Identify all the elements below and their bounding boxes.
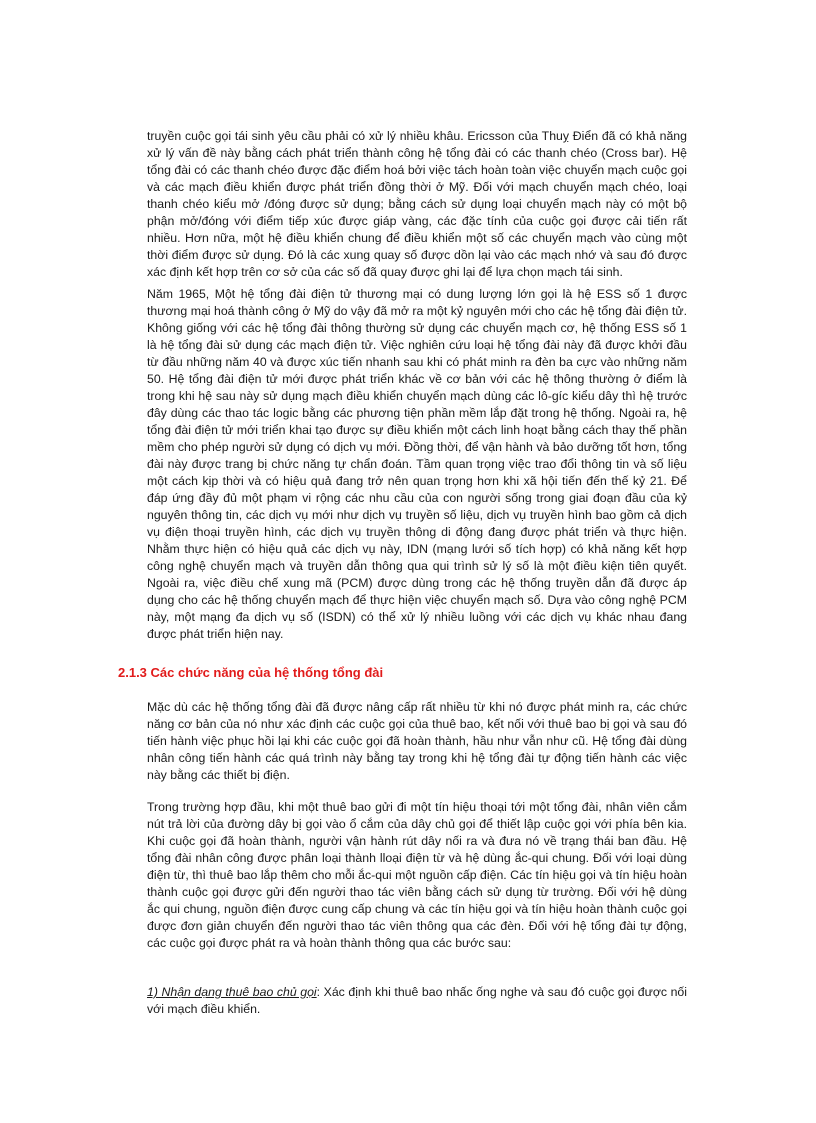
body-paragraph-3: Mặc dù các hệ thống tổng đài đã được nâng cấp rất nhiều từ khi nó được phát minh ra, các chức năng cơ bản của nó như xác định các cuộc gọi của thuê bao, kết nối với thuê bao bị gọi và sau đó tiến hành việc phục hồi lại khi các cuộc gọi đã hoàn thành, hầu như vẫn như cũ. Hệ tổng đài dùng nhân công tiến hành các quá trình này bằng tay trong khi hệ tổng đài tự động tiến hành các việc này bằng các thiết bị điện. (147, 700, 687, 782)
body-paragraph-4: Trong trường hợp đầu, khi một thuê bao gửi đi một tín hiệu thoại tới một tổng đài, nhân viên cắm nút trả lời của đường dây bị gọi vào ổ cắm của dây chủ gọi để thiết lập cuộc gọi với phía bên kia. Khi cuộc gọi đã hoàn thành, người vận hành rút dây nối ra và đưa nó về trạng thái ban đầu. Hệ tổng đài nhân công được phân loại thành lloại điện từ và hệ dùng ắc-qui chung. Đối với loại dùng điện từ, thì thuê bao lắp thêm cho mỗi ắc-qui một nguồn cấp điện. Các tín hiệu gọi và tín hiệu hoàn thành cuộc gọi được gửi đến người thao tác viên bằng cách sử dụng từ trường. Đối với hệ dùng ắc qui chung, nguồn điện được cung cấp chung và các tín hiệu gọi và tín hiệu hoàn thành cuộc gọi được đơn giản chuyển đến người thao tác viên thông qua các đèn. Đối với hệ tổng đài tự động, các cuộc gọi được phát ra và hoàn thành thông qua các bước sau: (147, 800, 687, 950)
step-text: : Xác định khi thuê bao nhấc ống nghe và sau đó cuộc gọi được nối với mạch điều khiển. (147, 985, 687, 1016)
step-label: 1) Nhận dạng thuê bao chủ gọi (147, 985, 317, 999)
body-paragraph-1: truyền cuộc gọi tái sinh yêu cầu phải có xử lý nhiều khâu. Ericsson của Thuỵ Điển đã có khả năng xử lý vấn đề này bằng cách phát triển thành công hệ tổng đài có các thanh chéo (Cross bar). Hệ tổng đài có các thanh chéo được đặc điểm hoá bởi việc tách hoàn toàn việc chuyển mạch cuộc gọi và các mạch điều khiển được phát triển đồng thời ở Mỹ. Đối với mạch chuyển mạch chéo, loại thanh chéo kiểu mở /đóng được sử dụng; bằng cách sử dụng loại chuyển mạch này có một bộ phận mở/đóng với điểm tiếp xúc được giáp vàng, các đặc tính của cuộc gọi được cải tiến rất nhiều. Hơn nữa, một hệ điều khiển chung để điều khiển một số các chuyển mạch vào cùng một thời điểm được sử dụng. Đó là các xung quay số được dồn lại vào các mạch nhớ và sau đó được xác định kết hợp trên cơ sở của các số đã quay được ghi lại để lựa chọn mạch tái sinh. (147, 129, 687, 279)
section-heading: 2.1.3 Các chức năng của hệ thống tổng đài (118, 665, 384, 680)
body-paragraph-2: Năm 1965, Một hệ tổng đài điện tử thương mại có dung lượng lớn gọi là hệ ESS số 1 được thương mại hoá thành công ở Mỹ do vậy đã mở ra một kỷ nguyên mới cho các hệ tổng đài điện tử. Không giống với các hệ tổng đài thông thường sử dụng các chuyển mạch cơ, hệ thống ESS số 1 là hệ tổng đài sử dụng các mạch điện tử. Việc nghiên cứu loại hệ tổng đài này đã được khởi đầu từ đầu những năm 40 và được xúc tiến nhanh sau khi có phát minh ra đèn ba cực vào những năm 50. Hệ tổng đài điện tử mới được phát triển khác về cơ bản với các hệ thông thường ở điểm là trong khi hệ sau này sử dụng mạch điều khiển chuyển mạch dùng các lô-gíc kiểu dây thì hệ trước đây dùng các thao tác logic bằng các phương tiện phần mềm lắp đặt trong hệ thống. Ngoài ra, hệ tổng đài điện tử mới triển khai tạo được sự điều khiển một cách linh hoạt bằng cách thay thế phần mềm cho phép người sử dụng có dịch vụ mới. Đồng thời, để vận hành và bảo dưỡng tốt hơn, tổng đài này được trang bị chức năng tự chẩn đoán. Tầm quan trọng việc trao đổi thông tin và số liệu một cách kịp thời và có hiệu quả đang trở nên quan trọng hơn khi xã hội tiến đến thế kỷ 21. Để đáp ứng đầy đủ một phạm vi rộng các nhu cầu của con người sống trong giai đoạn đầu của kỷ nguyên thông tin, các dịch vụ mới như dịch vụ truyền số liệu, dịch vụ truyền hình bao gồm cả dịch vụ điện thoại truyền hình, các dịch vụ truyền thông di động đang được phát triển và thực hiện. Nhằm thực hiện có hiệu quả các dịch vụ này, IDN (mạng lưới số tích hợp) có khả năng kết hợp công nghệ chuyển mạch và truyền dẫn thông qua qui trình sử lý số là một điều kiện tiên quyết. Ngoài ra, việc điều chế xung mã (PCM) được dùng trong các hệ thống truyền dẫn đã được áp dụng cho các hệ thống chuyển mạch để thực hiện việc chuyển mạch số. Dựa vào công nghệ PCM này, một mạng đa dịch vụ số (ISDN) có thể xử lý nhiều luồng với các dịch vụ khác nhau đang được phát triển hiện nay. (147, 287, 687, 641)
body-paragraph-5 (147, 984, 687, 1018)
